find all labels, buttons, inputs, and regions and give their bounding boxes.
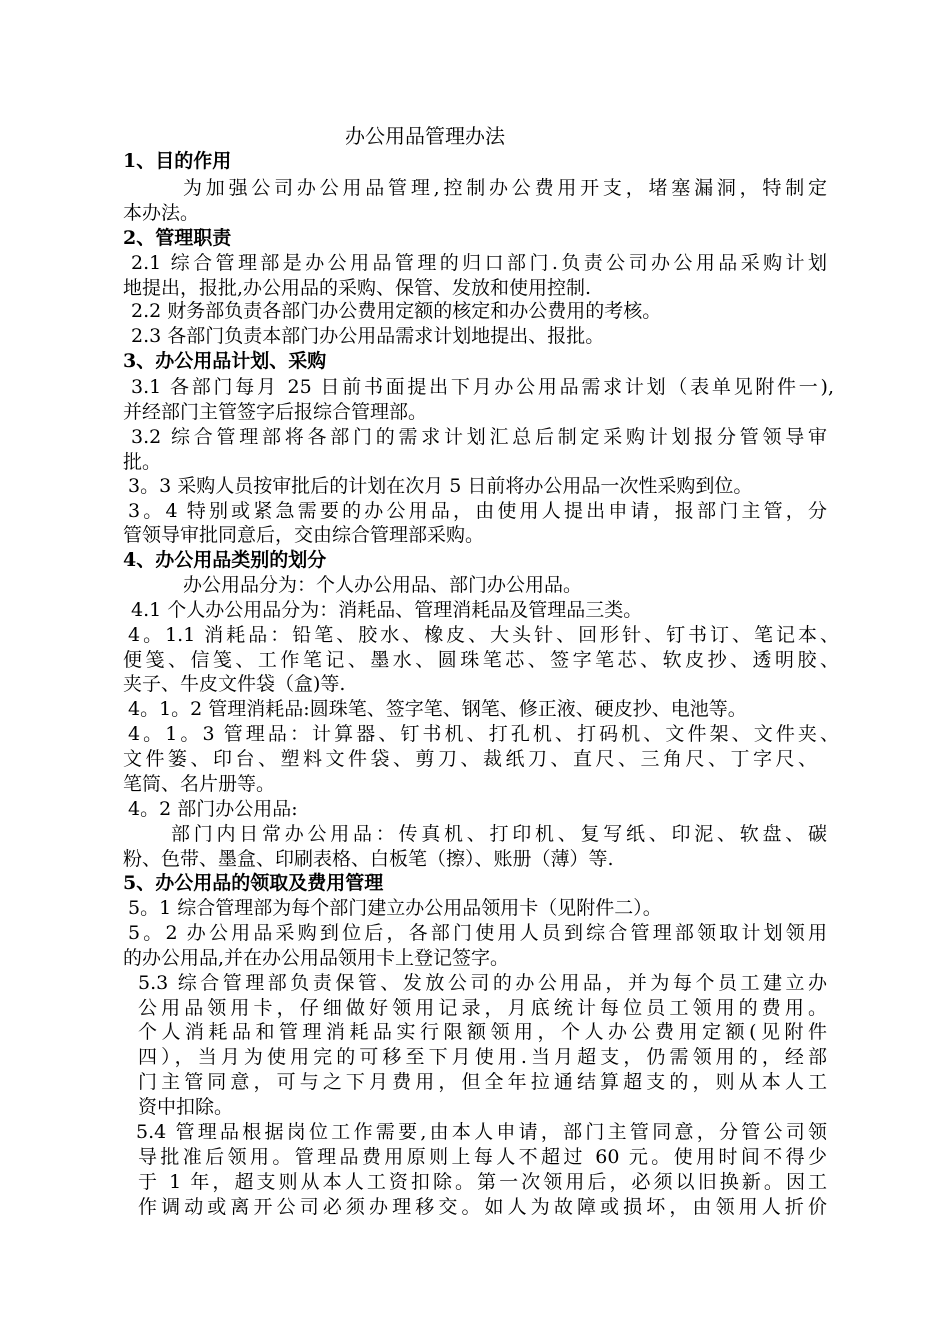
paragraph-line: 资中扣除。 [138,1096,234,1118]
section-heading: 4、办公用品类别的划分 [123,549,327,571]
paragraph-line: 4。1.1 消耗品：铅笔、胶水、橡皮、大头针、回形针、钉书订、笔记本、 [128,624,839,646]
paragraph-line: 管领导审批同意后，交由综合管理部采购。 [123,524,485,546]
paragraph-line: 2.3 各部门负责本部门办公用品需求计划地提出、报批。 [131,325,605,347]
paragraph-line: 四），当月为使用完的可移至下月使用.当月超支，仍需领用的，经部 [138,1046,827,1068]
paragraph-line: 笔筒、名片册等。 [123,773,276,795]
paragraph-line: 3。4 特别或紧急需要的办公用品，由使用人提出申请，报部门主管，分 [128,500,827,522]
paragraph-line: 5.4 管理品根据岗位工作需要,由本人申请，部门主管同意，分管公司领 [136,1121,827,1143]
section-heading: 1、目的作用 [123,150,232,172]
paragraph-line: 5.3 综合管理部负责保管、发放公司的办公用品，并为每个员工建立办 [138,972,827,994]
paragraph-line: 4.1 个人办公用品分为：消耗品、管理消耗品及管理品三类。 [131,599,643,621]
paragraph-line: 3。3 采购人员按审批后的计划在次月 5 日前将办公用品一次性采购到位。 [128,475,753,497]
paragraph-line: 导批准后领用。管理品费用原则上每人不超过 60 元。使用时间不得少 [138,1146,827,1168]
paragraph-line: 夹子、牛皮文件袋（盒)等. [123,673,346,695]
paragraph-line: 个人消耗品和管理消耗品实行限额领用，个人办公费用定额(见附件 [138,1021,827,1043]
paragraph-line: 并经部门主管签字后报综合管理部。 [123,401,428,423]
paragraph-line: 于 1 年，超支则从本人工资扣除。第一次领用后，必须以旧换新。因工 [138,1171,827,1193]
paragraph-line: 3.2 综合管理部将各部门的需求计划汇总后制定采购计划报分管领导审 [131,426,827,448]
paragraph-line: 5。1 综合管理部为每个部门建立办公用品领用卡（见附件二）。 [128,897,662,919]
section-heading: 2、管理职责 [123,227,232,249]
paragraph-line: 粉、色带、墨盒、印刷表格、白板笔（擦）、账册（薄）等. [123,848,614,870]
paragraph-line: 4。1。2 管理消耗品:圆珠笔、签字笔、钢笔、修正液、硬皮抄、电池等。 [128,698,747,720]
paragraph-line: 2.2 财务部负责各部门办公费用定额的核定和办公费用的考核。 [131,300,662,322]
paragraph-line: 为加强公司办公用品管理,控制办公费用开支，堵塞漏洞，特制定 [183,177,827,199]
paragraph-line: 公用品领用卡，仔细做好领用记录，月底统计每位员工领用的费用。 [138,997,827,1019]
paragraph-line: 本办法。 [123,202,200,224]
paragraph-line: 的办公用品,并在办公用品领用卡上登记签字。 [123,947,510,969]
paragraph-line: 地提出，报批,办公用品的采购、保管、发放和使用控制. [123,277,592,299]
section-heading: 5、办公用品的领取及费用管理 [123,872,384,894]
paragraph-line: 4。1。3 管理品：计算器、钉书机、打孔机、打码机、文件架、文件夹、 [128,723,839,745]
paragraph-line: 4。2 部门办公用品: [128,798,298,820]
paragraph-line: 办公用品分为：个人办公用品、部门办公用品。 [183,574,583,596]
paragraph-line: 批。 [123,451,162,473]
paragraph-line: 便笺、信笺、工作笔记、墨水、圆珠笔芯、签字笔芯、软皮抄、透明胶、 [123,649,839,671]
paragraph-line: 作调动或离开公司必须办理移交。如人为故障或损坏，由领用人折价 [138,1196,827,1218]
paragraph-line: 2.1 综合管理部是办公用品管理的归口部门.负责公司办公用品采购计划 [131,252,827,274]
paragraph-line: 3.1 各部门每月 25 日前书面提出下月办公用品需求计划（表单见附件一), [131,376,834,398]
paragraph-line: 5。2 办公用品采购到位后，各部门使用人员到综合管理部领取计划领用 [128,922,827,944]
paragraph-line: 文件篓、印台、塑料文件袋、剪刀、裁纸刀、直尺、三角尺、丁字尺、 [123,748,817,770]
section-heading: 3、办公用品计划、采购 [123,350,327,372]
paragraph-line: 门主管同意，可与之下月费用，但全年拉通结算超支的，则从本人工 [138,1071,827,1093]
paragraph-line: 部门内日常办公用品：传真机、打印机、复写纸、印泥、软盘、碳 [171,823,827,845]
document-title: 办公用品管理办法 [345,124,505,148]
